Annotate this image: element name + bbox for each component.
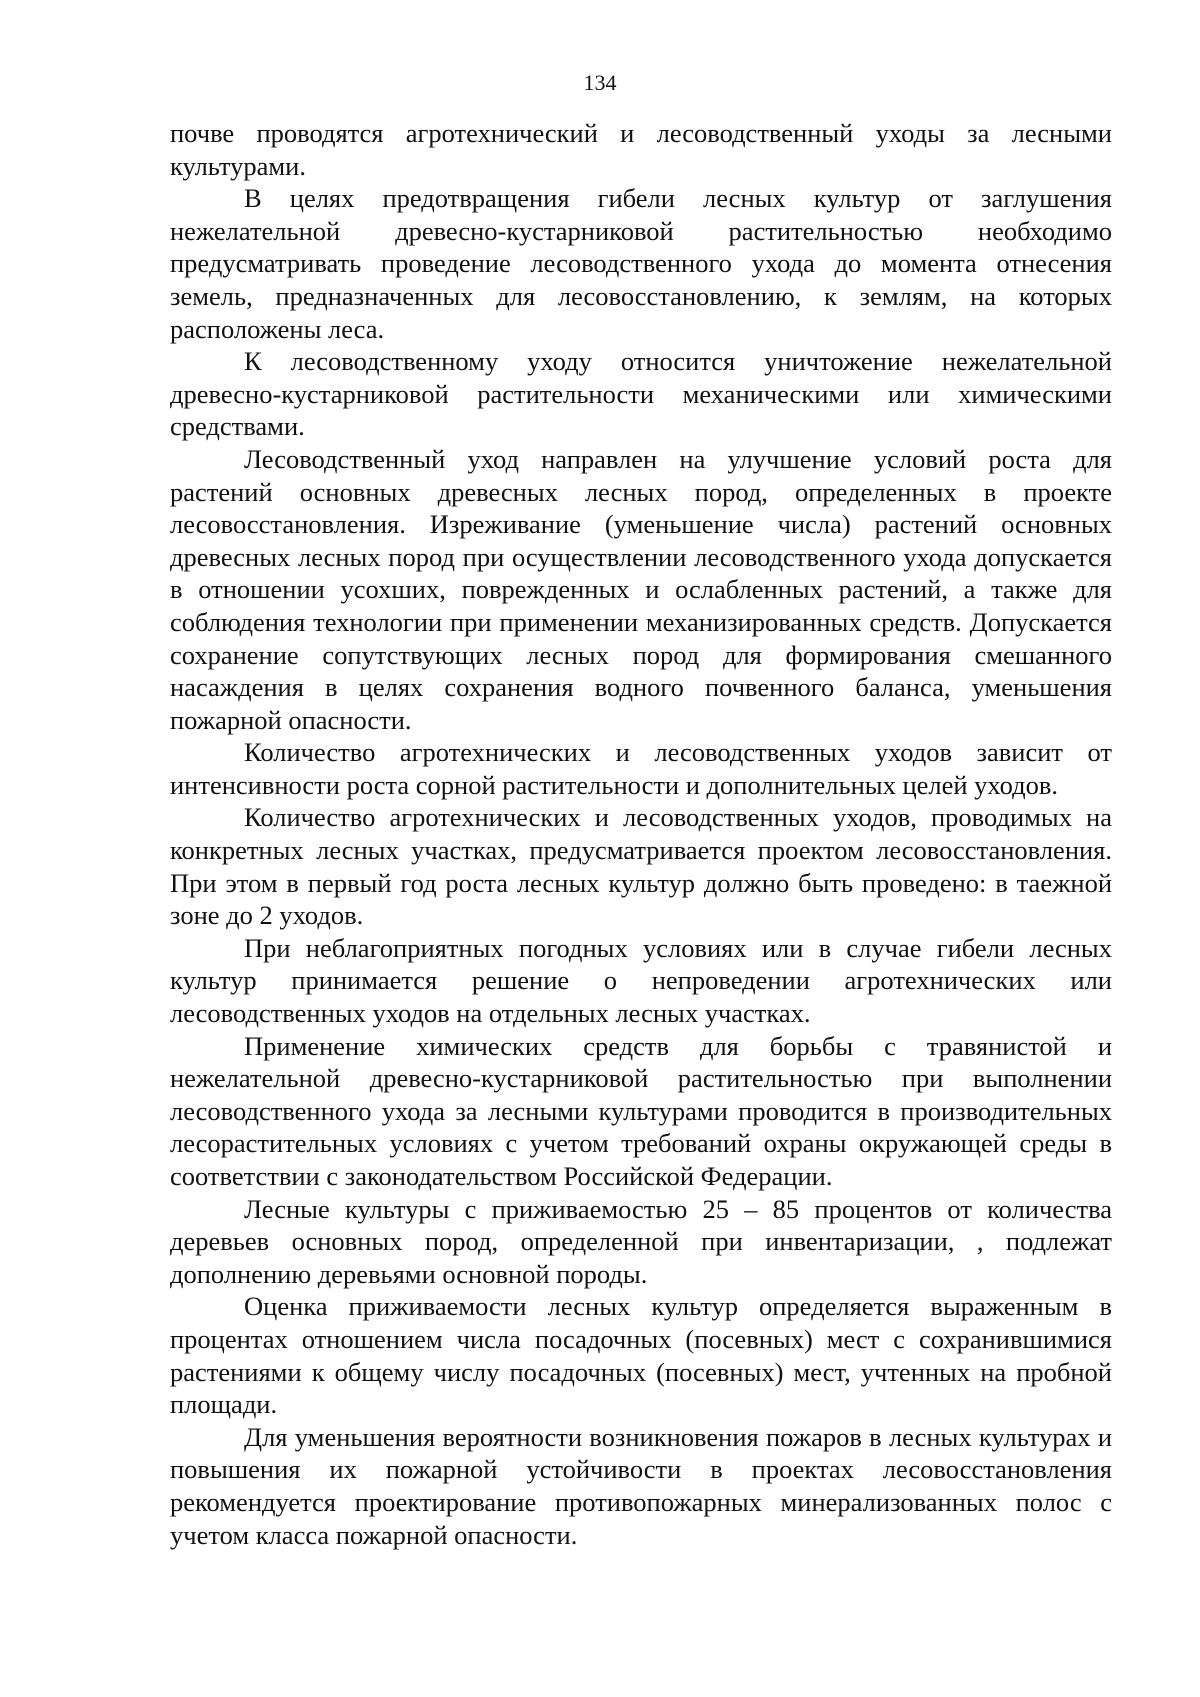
paragraph: К лесоводственному уходу относится уничтожение нежелательной древесно-кустарниковой растительности механическими или химическими средствами. xyxy=(170,346,1112,442)
document-body xyxy=(170,117,1112,1551)
paragraph: Лесные культуры с приживаемостью 25 – 85 процентов от количества деревьев основных пород, определенной при инвентаризации, , подлежат дополнению деревьями основной породы. xyxy=(170,1193,1112,1289)
paragraph: Количество агротехнических и лесоводственных уходов, проводимых на конкретных лесных участках, предусматривается проектом лесовосстановления. При этом в первый год роста лесных культур должно быть проведено: в таежной зоне до 2 уходов. xyxy=(170,802,1112,931)
paragraph: В целях предотвращения гибели лесных культур от заглушения нежелательной древесно-кустарниковой растительностью необходимо предусматривать проведение лесоводственного ухода до момента отнесения земель, предназначенных для лесовосстановлению, к землям, на которых расположены леса. xyxy=(170,183,1112,344)
paragraph: Оценка приживаемости лесных культур определяется выраженным в процентах отношением числа посадочных (посевных) мест с сохранившимися растениями к общему числу посадочных (посевных) мест, учтенных на пробной площади. xyxy=(170,1291,1112,1420)
paragraph: почве проводятся агротехнический и лесоводственный уходы за лесными культурами. xyxy=(170,118,1112,181)
paragraph: При неблагоприятных погодных условиях или в случае гибели лесных культур принимается решение о непроведении агротехнических или лесоводственных уходов на отдельных лесных участках. xyxy=(170,932,1112,1029)
paragraph: Лесоводственный уход направлен на улучшение условий роста для растений основных древесных лесных пород, определенных в проекте лесовосстановления. Изреживание (уменьшение числа) растений основных древесных лесных пород при осуществлении лесоводственного ухода допускается в отношении усохших, поврежденных и ослабленных растений, а также для соблюдения технологии при применении механизированных средств. Допускается сохранение сопутствующих лесных пород для формирования смешанного насаждения в целях сохранения водного почвенного баланса, уменьшения пожарной опасности. xyxy=(170,443,1112,735)
paragraph: Для уменьшения вероятности возникновения пожаров в лесных культурах и повышения их пожарной устойчивости в проектах лесовосстановления рекомендуется проектирование противопожарных минерализованных полос с учетом класса пожарной опасности. xyxy=(170,1421,1112,1550)
page-number: 134 xyxy=(583,70,617,95)
paragraph: Применение химических средств для борьбы с травянистой и нежелательной древесно-кустарниковой растительностью при выполнении лесоводственного ухода за лесными культурами проводится в производительных лесорастительных условиях с учетом требований охраны окружающей среды в соответствии с законодательством Российской Федерации. xyxy=(170,1030,1112,1191)
paragraph: Количество агротехнических и лесоводственных уходов зависит от интенсивности роста сорной растительности и дополнительных целей уходов. xyxy=(170,737,1112,800)
